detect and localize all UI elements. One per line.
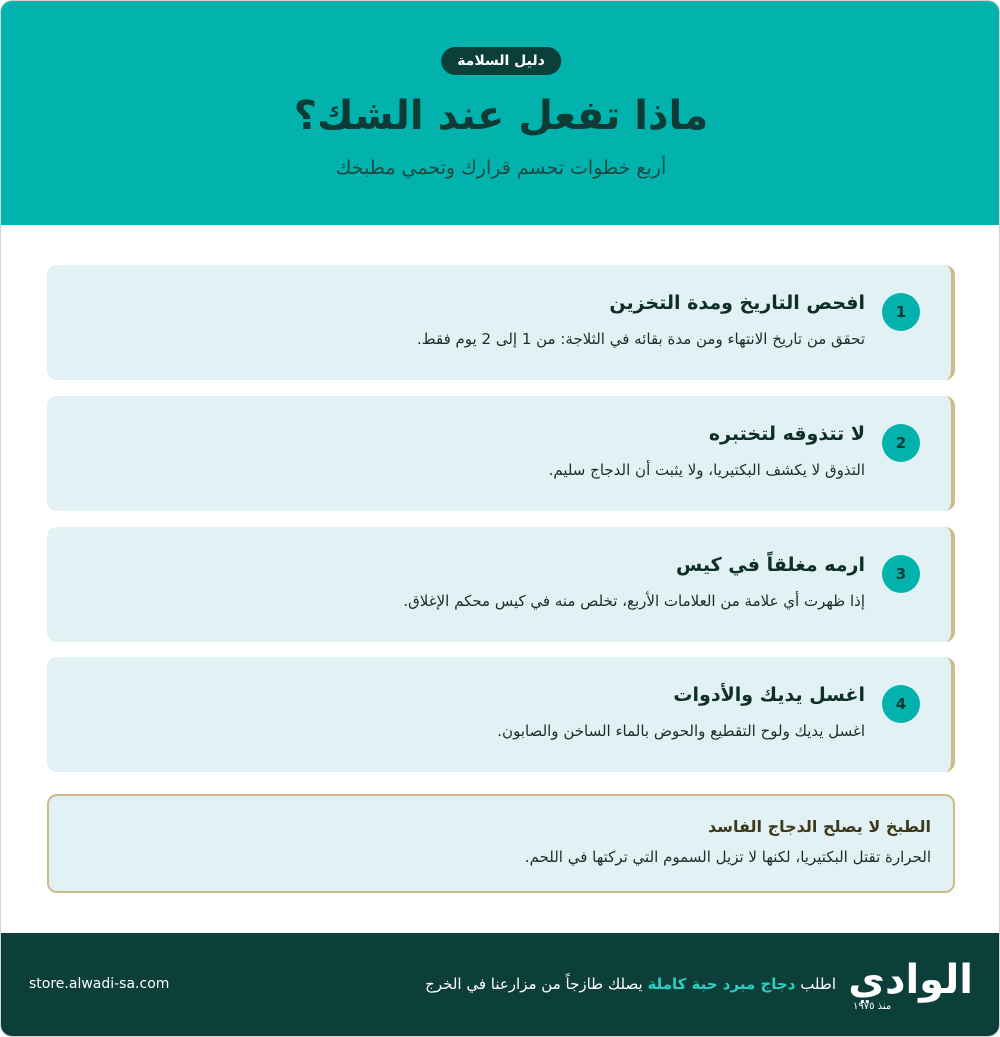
step-title: اغسل يديك والأدوات: [673, 684, 865, 706]
page-subtitle: أربع خطوات تحسم قرارك وتحمي مطبخك: [335, 157, 667, 179]
cta-product-highlight[interactable]: دجاج مبرد حبة كاملة: [647, 975, 796, 993]
step-description: تحقق من تاريخ الانتهاء ومن مدة بقائه في الثلاجة: من 1 إلى 2 يوم فقط.: [416, 330, 865, 348]
page-title: ماذا تفعل عند الشك؟: [293, 93, 709, 139]
cta-suffix: يصلك طازجاً من مزارعنا في الخرج: [425, 975, 643, 993]
step-number-badge: 3: [882, 555, 920, 593]
step-description: إذا ظهرت أي علامة من العلامات الأربع، تخلص منه في كيس محكم الإغلاق.: [403, 592, 865, 610]
logo-since-year: منذ ١٩٧٥: [853, 1001, 892, 1012]
step-description: التذوق لا يكشف البكتيريا، ولا يثبت أن الدجاج سليم.: [548, 461, 865, 479]
step-card-1: [47, 265, 955, 380]
cta-prefix: اطلب: [800, 975, 836, 993]
warning-title: الطبخ لا يصلح الدجاج الفاسد: [708, 817, 931, 836]
brand-logo: [848, 955, 973, 1019]
step-title: لا تتذوقه لتختبره: [708, 423, 865, 445]
step-description: اغسل يديك ولوح التقطيع والحوض بالماء الساخن والصابون.: [497, 722, 865, 740]
footer-bar: [1, 933, 1000, 1037]
step-number-badge: 1: [882, 293, 920, 331]
step-card-3: [47, 527, 955, 642]
step-card-2: [47, 396, 955, 511]
logo-wordmark: الوادي: [848, 957, 973, 1003]
step-number-badge: 2: [882, 424, 920, 462]
header-banner: [1, 1, 1000, 225]
store-link[interactable]: store.alwadi-sa.com: [29, 976, 170, 992]
step-title: افحص التاريخ ومدة التخزين: [609, 292, 865, 314]
step-number-badge: 4: [882, 685, 920, 723]
warning-text: الحرارة تقتل البكتيريا، لكنها لا تزيل السموم التي تركتها في اللحم.: [524, 848, 931, 866]
warning-callout: [47, 794, 955, 893]
step-card-4: [47, 657, 955, 772]
step-title: ارمه مغلقاً في كيس: [676, 554, 865, 576]
category-badge: دليل السلامة: [441, 47, 561, 75]
order-call-to-action: [425, 975, 836, 993]
